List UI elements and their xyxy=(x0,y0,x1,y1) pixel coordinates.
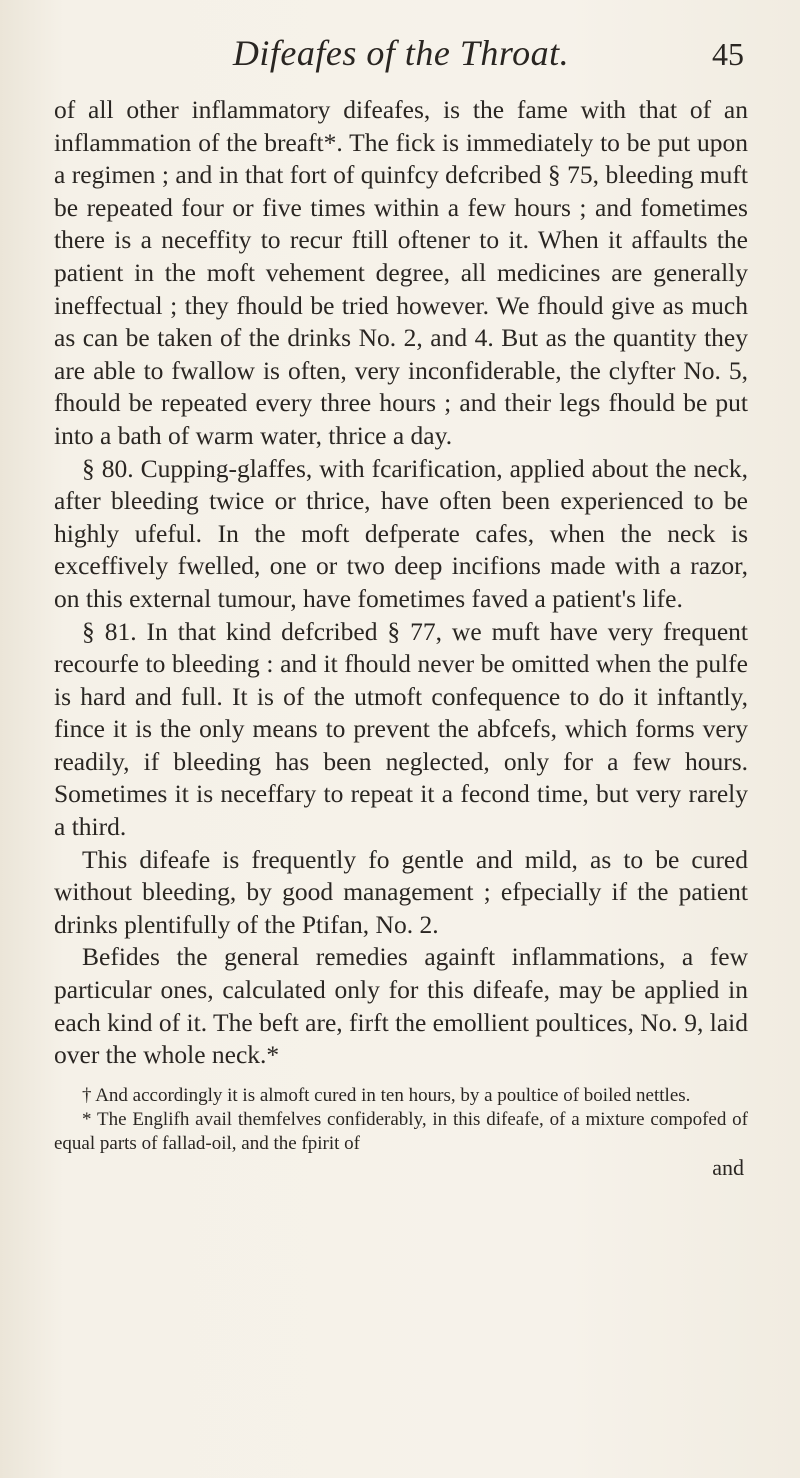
page-number: 45 xyxy=(712,36,744,72)
running-title: Difeafes of the Throat. xyxy=(232,33,570,73)
footnote: † And accordingly it is almoft cured in ten hours, by a poultice of boiled nettles. xyxy=(82,1084,691,1106)
page-header xyxy=(54,28,748,88)
footnotes xyxy=(54,1084,748,1180)
paragraph: Befides the general remedies againft inflammations, a few particular ones, calculated only for this difeafe, may be applied in each kind of it. The beft are, firft the emollient poultices, No. 9, laid over the whole neck.* xyxy=(54,942,748,1070)
paragraph: This difeafe is frequently fo gentle and mild, as to be cured without bleeding, by good management ; efpecially if the patient drinks plentifully of the Ptifan, No. 2. xyxy=(54,844,748,939)
paragraph: § 81. In that kind defcribed § 77, we muft have very frequent recourfe to bleeding : and it fhould never be omitted when the pulfe is hard and full. It is of the utmoft confequence to do it inftantly, fince it is the only means to prevent the abfcefs, which forms very readily, if bleeding has been neglected, only for a few hours. Sometimes it is neceffary to repeat it a fecond time, but very rarely a third. xyxy=(54,616,748,842)
body-text xyxy=(54,94,748,1072)
catchword: and xyxy=(712,1154,744,1180)
footnote: * The Englifh avail themfelves confiderably, in this difeafe, of a mixture compofed of equal parts of fallad-oil, and the fpirit of xyxy=(54,1108,748,1154)
paragraph: § 80. Cupping-glaffes, with fcarification, applied about the neck, after bleeding twice or thrice, have often been experienced to be highly ufeful. In the moft defperate cafes, when the neck is exceffively fwelled, one or two deep incifions made with a razor, on this external tumour, have fometimes faved a patient's life. xyxy=(54,453,748,613)
paragraph: of all other inflammatory difeafes, is the fame with that of an inflammation of the breaft*. The fick is immediately to be put upon a regimen ; and in that fort of quinfcy defcribed § 75, bleeding muft be repeated four or five times within a few hours ; and fometimes there is a neceffity to recur ftill oftener to it. When it affaults the patient in the moft vehement degree, all medicines are generally ineffectual ; they fhould be tried however. We fhould give as much as can be taken of the drinks No. 2, and 4. But as the quantity they are able to fwallow is often, very inconfiderable, the clyfter No. 5, fhould be repeated every three hours ; and their legs fhould be put into a bath of warm water, thrice a day. xyxy=(54,95,748,450)
